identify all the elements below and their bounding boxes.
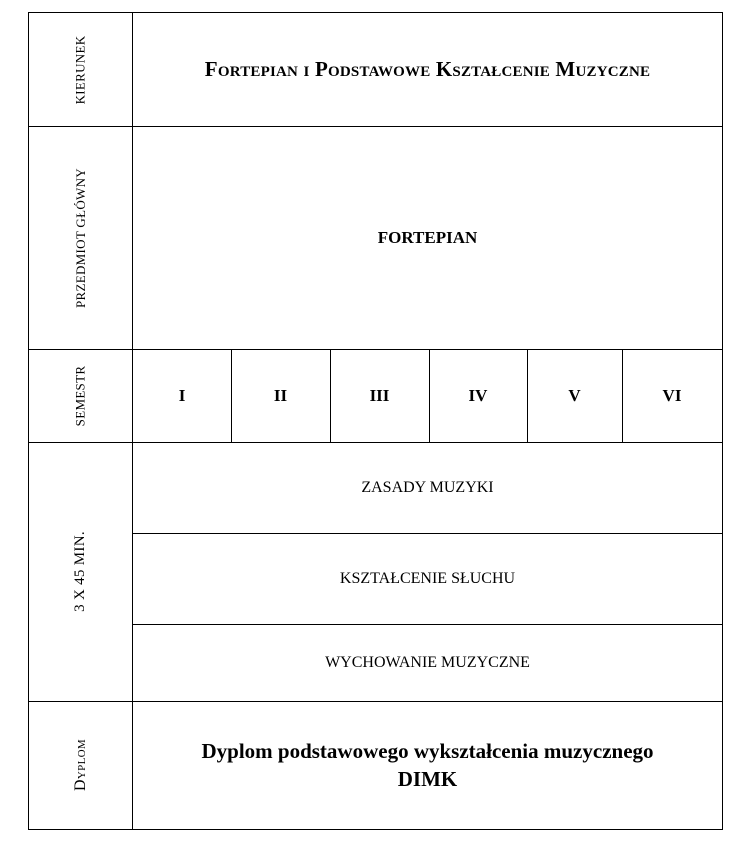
course-cell	[133, 533, 722, 624]
course-ksztalcenie-sluchu: KSZTAŁCENIE SŁUCHU	[339, 569, 516, 587]
course-cell	[133, 442, 722, 533]
kierunek-value-cell	[133, 13, 722, 126]
semester-v: V	[568, 385, 581, 405]
semester-iii: III	[369, 385, 390, 405]
diploma-cell	[133, 701, 722, 829]
semester-cell	[527, 349, 622, 442]
course-zasady-muzyki: ZASADY MUZYKI	[361, 478, 494, 496]
diploma-line-1: Dyplom podstawowego wykształcenia muzycznego	[201, 739, 654, 763]
label-dyplom-cell	[29, 701, 133, 829]
label-semestr-cell	[29, 349, 133, 442]
program-title: Fortepian i Podstawowe Kształcenie Muzyczne	[204, 57, 651, 81]
label-przedmiot: PRZEDMIOT GŁÓWNY	[72, 167, 88, 308]
main-subject: FORTEPIAN	[377, 227, 478, 247]
course-wychowanie-muzyczne: WYCHOWANIE MUZYCZNE	[325, 653, 530, 671]
semester-iv: IV	[468, 385, 488, 405]
label-kierunek: KIERUNEK	[72, 35, 88, 104]
semester-cell	[231, 349, 330, 442]
course-cell	[133, 624, 722, 701]
label-czas: 3 X 45 MIN.	[72, 531, 88, 612]
label-przedmiot-cell	[29, 126, 133, 349]
label-dyplom: Dyplom	[71, 739, 89, 791]
semester-cell	[133, 349, 231, 442]
curriculum-table	[28, 12, 723, 830]
diploma-line-2: DIMK	[397, 767, 458, 791]
label-czas-cell	[29, 442, 133, 701]
semester-ii: II	[273, 385, 288, 405]
label-kierunek-cell	[29, 13, 133, 126]
przedmiot-value-cell	[133, 126, 722, 349]
semester-i: I	[178, 385, 186, 405]
semester-cell	[330, 349, 429, 442]
semester-cell	[622, 349, 722, 442]
label-semestr: SEMESTR	[72, 365, 88, 426]
semester-vi: VI	[662, 385, 682, 405]
semester-cell	[429, 349, 527, 442]
